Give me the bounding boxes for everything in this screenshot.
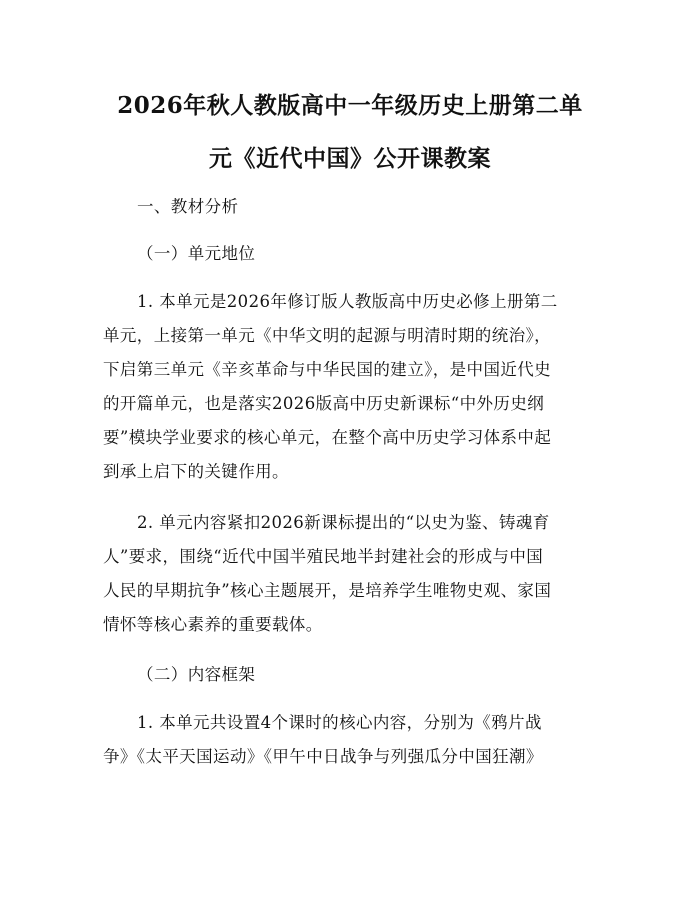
paragraph-line: 2. 单元内容紧扣2026新课标提出的“以史为鉴、铸魂育 [137, 513, 550, 532]
paragraph-line: 1. 本单元是2026年修订版人教版高中历史必修上册第二 [137, 292, 558, 311]
paragraph-line: 人民的早期抗争”核心主题展开，是培养学生唯物史观、家国 [103, 581, 552, 600]
paragraph-line: 1. 本单元共设置4个课时的核心内容，分别为《鸦片战 [137, 713, 542, 732]
paragraph-line: 争》《太平天国运动》《甲午中日战争与列强瓜分中国狂潮》 [103, 747, 543, 766]
document-title-line-2: 元《近代中国》公开课教案 [209, 145, 491, 172]
paragraph-line: 到承上启下的关键作用。 [103, 462, 289, 481]
paragraph-line: 人”要求，围绕“近代中国半殖民地半封建社会的形成与中国 [103, 547, 544, 566]
paragraph-line: 情怀等核心素养的重要载体。 [103, 615, 323, 634]
paragraph-line: 单元，上接第一单元《中华文明的起源与明清时期的统治》， [103, 326, 552, 345]
paragraph-line: 下启第三单元《辛亥革命与中华民国的建立》，是中国近代史 [103, 360, 552, 379]
paragraph-line: 要”模块学业要求的核心单元，在整个高中历史学习体系中起 [103, 428, 552, 447]
subsection-heading-unit-position: （一）单元地位 [137, 244, 256, 263]
document-title-line-1: 2026年秋人教版高中一年级历史上册第二单 [117, 92, 583, 119]
paragraph-line: 的开篇单元，也是落实2026版高中历史新课标“中外历史纲 [103, 394, 545, 413]
subsection-heading-content-framework: （二）内容框架 [137, 665, 256, 684]
section-heading-textbook-analysis: 一、教材分析 [137, 197, 239, 216]
